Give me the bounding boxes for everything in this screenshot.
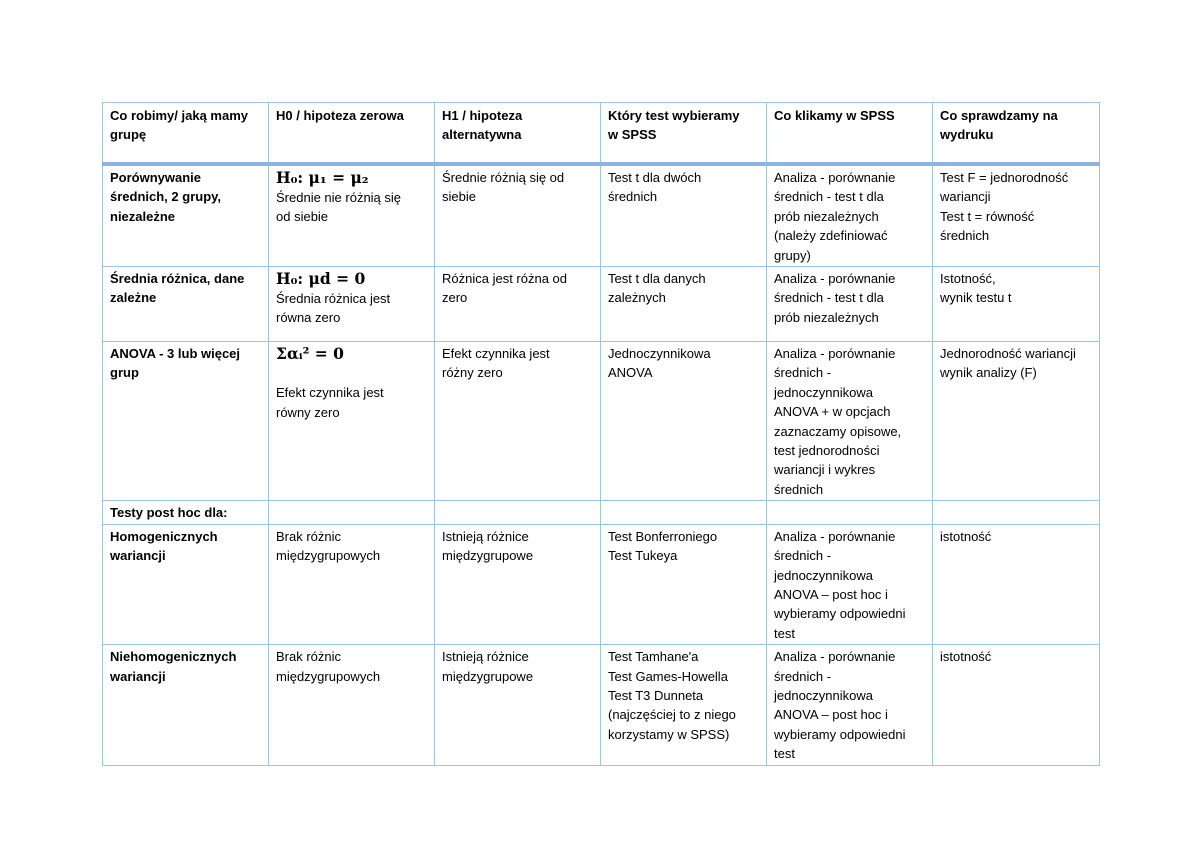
h1-cell: Różnica jest różna od zero <box>435 267 601 342</box>
check-cell: Test F = jednorodność wariancji Test t = równość średnich <box>933 164 1100 267</box>
row-label: Porównywanie średnich, 2 grupy, niezależne <box>103 164 269 267</box>
click-cell: Analiza - porównanie średnich - jednoczynnikowa ANOVA – post hoc i wybieramy odpowiedni test <box>767 524 933 644</box>
h1-cell: Średnie różnią się od siebie <box>435 164 601 267</box>
header-cell-test: Który test wybieramy w SPSS <box>601 103 767 165</box>
click-cell: Analiza - porównanie średnich - test t dla prób niezależnych <box>767 267 933 342</box>
check-cell: Jednorodność wariancji wynik analizy (F) <box>933 342 1100 501</box>
h1-cell: Istnieją różnice międzygrupowe <box>435 645 601 765</box>
click-cell: Analiza - porównanie średnich - jednoczynnikowa ANOVA – post hoc i wybieramy odpowiedni test <box>767 645 933 765</box>
row-label: ANOVA - 3 lub więcej grup <box>103 342 269 501</box>
h1-cell: Efekt czynnika jest różny zero <box>435 342 601 501</box>
h0-formula: H₀: μ₁ = μ₂ <box>276 168 369 187</box>
check-cell: istotność <box>933 524 1100 644</box>
header-row <box>103 103 1100 165</box>
check-cell: istotność <box>933 645 1100 765</box>
h1-cell: Istnieją różnice międzygrupowe <box>435 524 601 644</box>
table-row <box>103 645 1100 765</box>
row-label: Homogenicznych wariancji <box>103 524 269 644</box>
table-row-posthoc-label <box>103 501 1100 524</box>
test-cell: Jednoczynnikowa ANOVA <box>601 342 767 501</box>
h0-cell: Brak różnic międzygrupowych <box>269 524 435 644</box>
test-cell: Test Bonferroniego Test Tukeya <box>601 524 767 644</box>
test-cell: Test t dla danych zależnych <box>601 267 767 342</box>
header-cell-h1: H1 / hipoteza alternatywna <box>435 103 601 165</box>
spss-tests-table <box>102 102 1100 766</box>
table-row <box>103 524 1100 644</box>
h0-formula: Σαᵢ² = 0 <box>276 344 344 364</box>
header-cell-h0: H0 / hipoteza zerowa <box>269 103 435 165</box>
h0-cell: Σαᵢ² = 0 Efekt czynnika jest równy zero <box>269 342 435 501</box>
row-label: Niehomogenicznych wariancji <box>103 645 269 765</box>
h0-cell: Brak różnic międzygrupowych <box>269 645 435 765</box>
h0-formula: H₀: μd = 0 <box>276 269 366 289</box>
header-cell-group: Co robimy/ jaką mamy grupę <box>103 103 269 165</box>
check-cell: Istotność, wynik testu t <box>933 267 1100 342</box>
posthoc-label: Testy post hoc dla: <box>103 501 269 524</box>
table-row <box>103 164 1100 267</box>
header-cell-click: Co klikamy w SPSS <box>767 103 933 165</box>
row-label: Średnia różnica, dane zależne <box>103 267 269 342</box>
table-row <box>103 267 1100 342</box>
table-row <box>103 342 1100 501</box>
header-cell-check: Co sprawdzamy na wydruku <box>933 103 1100 165</box>
click-cell: Analiza - porównanie średnich - test t dla prób niezależnych (należy zdefiniować grupy) <box>767 164 933 267</box>
test-cell: Test Tamhane'a Test Games-Howella Test T3 Dunneta (najczęściej to z niego korzystamy w SPSS) <box>601 645 767 765</box>
h0-cell: H₀: μd = 0 Średnia różnica jest równa zero <box>269 267 435 342</box>
click-cell: Analiza - porównanie średnich - jednoczynnikowa ANOVA + w opcjach zaznaczamy opisowe, test jednorodności wariancji i wykres średnich <box>767 342 933 501</box>
test-cell: Test t dla dwóch średnich <box>601 164 767 267</box>
h0-cell: H₀: μ₁ = μ₂ Średnie nie różnią się od siebie <box>269 164 435 267</box>
